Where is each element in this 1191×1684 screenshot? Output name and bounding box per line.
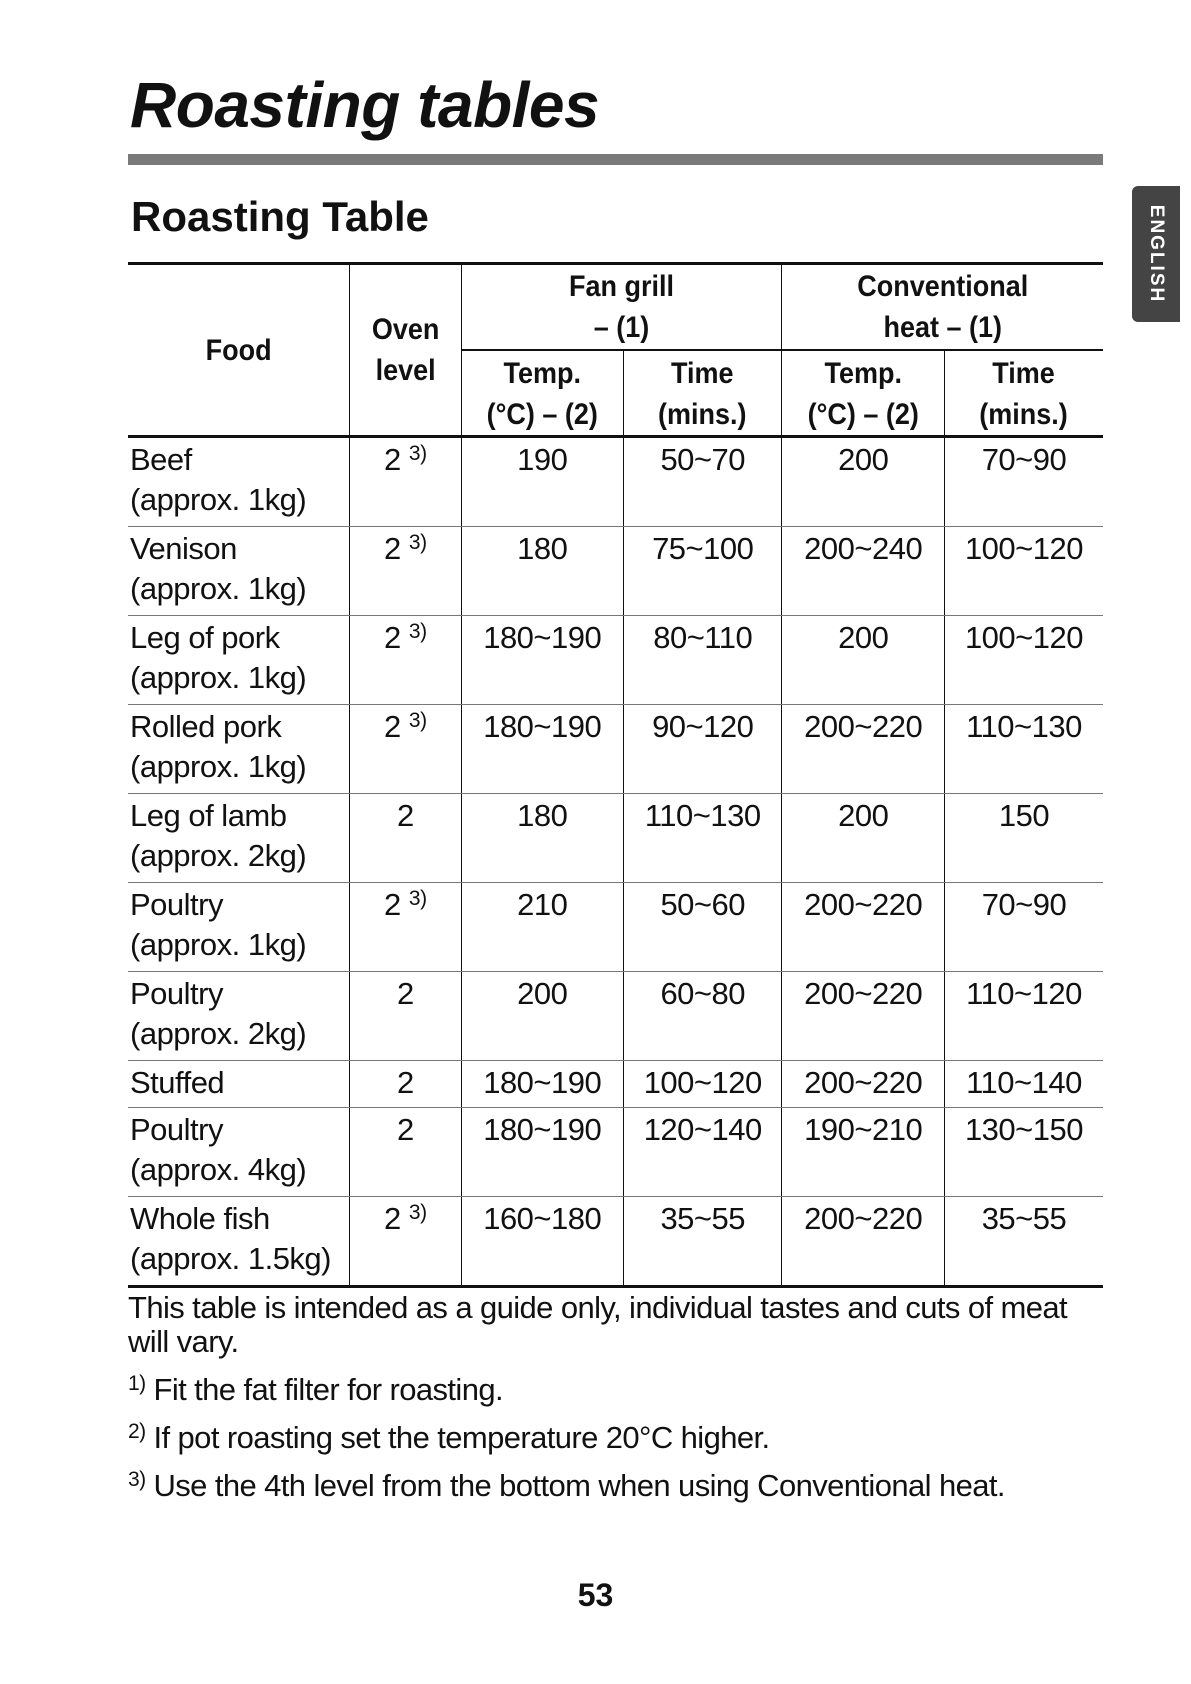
oven-level-value: 2 <box>384 1201 401 1236</box>
oven-level-value: 2 <box>384 442 401 477</box>
section-title: Roasting Table <box>131 193 429 240</box>
oven-level-cell <box>350 1108 461 1197</box>
header-conv-temp: Temp. (°C) – (2) <box>790 350 936 437</box>
title-divider <box>128 154 1103 165</box>
footnote-text: If pot roasting set the temperature 20°C higher. <box>153 1420 770 1455</box>
food-cell <box>128 1108 350 1197</box>
oven-level-cell <box>350 972 461 1061</box>
page-title: Roasting tables <box>130 69 600 141</box>
oven-level-value: 2 <box>396 1065 414 1100</box>
oven-level-cell <box>350 1061 461 1108</box>
food-cell <box>128 1197 350 1287</box>
language-tab-label: ENGLISH <box>1146 204 1168 304</box>
header-fan-grill: Fan grill – (1) <box>477 264 766 351</box>
oven-level-cell <box>350 437 461 527</box>
header-fan-temp: Temp. (°C) – (2) <box>469 350 615 437</box>
fan-time-cell: 120~140 <box>623 1108 781 1197</box>
food-cell <box>128 616 350 705</box>
food-name: Leg of pork <box>130 620 280 655</box>
conv-temp-cell: 190~210 <box>782 1108 944 1197</box>
notes-section <box>128 1291 1108 1517</box>
notes-list <box>128 1373 1108 1503</box>
conv-temp-cell: 200~240 <box>782 527 944 616</box>
table-row <box>128 972 1103 1061</box>
oven-level-value: 2 <box>396 798 414 833</box>
fan-temp-cell: 180~190 <box>461 705 623 794</box>
oven-level-value: 2 <box>384 531 401 566</box>
conv-time-cell: 110~140 <box>944 1061 1103 1108</box>
page-number: 53 <box>577 1577 614 1613</box>
conv-temp-cell: 200 <box>782 616 944 705</box>
food-cell <box>128 705 350 794</box>
table-row <box>128 437 1103 527</box>
header-food: Food <box>139 264 339 437</box>
table-body <box>128 437 1103 1287</box>
footnote-text: Use the 4th level from the bottom when using Conventional heat. <box>153 1468 1005 1503</box>
conv-temp-cell: 200 <box>782 794 944 883</box>
fan-time-cell: 50~70 <box>623 437 781 527</box>
fan-temp-cell: 210 <box>461 883 623 972</box>
oven-level-cell <box>350 1197 461 1287</box>
food-weight: (approx. 1kg) <box>130 749 307 784</box>
food-cell <box>128 972 350 1061</box>
conv-time-cell: 70~90 <box>944 437 1103 527</box>
conv-temp-cell: 200~220 <box>782 883 944 972</box>
oven-level-cell <box>350 616 461 705</box>
conv-temp-cell: 200 <box>782 437 944 527</box>
fan-temp-cell: 200 <box>461 972 623 1061</box>
footnote-marker: 1) <box>128 1372 146 1395</box>
food-weight: (approx. 1kg) <box>130 660 307 695</box>
fan-temp-cell: 180~190 <box>461 616 623 705</box>
food-cell <box>128 883 350 972</box>
fan-temp-cell: 180 <box>461 794 623 883</box>
food-weight: (approx. 2kg) <box>130 1016 307 1051</box>
fan-time-cell: 60~80 <box>623 972 781 1061</box>
table-row <box>128 616 1103 705</box>
table-row <box>128 705 1103 794</box>
fan-temp-cell: 180~190 <box>461 1061 623 1108</box>
oven-level-cell <box>350 794 461 883</box>
fan-time-cell: 80~110 <box>623 616 781 705</box>
conv-time-cell: 110~120 <box>944 972 1103 1061</box>
roasting-table <box>128 262 1103 1288</box>
fan-time-cell: 35~55 <box>623 1197 781 1287</box>
food-weight: (approx. 1.5kg) <box>130 1241 331 1276</box>
conv-temp-cell: 200~220 <box>782 1197 944 1287</box>
conv-time-cell: 35~55 <box>944 1197 1103 1287</box>
conv-time-cell: 110~130 <box>944 705 1103 794</box>
conv-time-cell: 150 <box>944 794 1103 883</box>
food-name: Leg of lamb <box>130 798 287 833</box>
food-cell <box>128 527 350 616</box>
fan-temp-cell: 160~180 <box>461 1197 623 1287</box>
header-conventional-heat: Conventional heat – (1) <box>798 264 1087 351</box>
notes-intro: This table is intended as a guide only, individual tastes and cuts of meat will vary. <box>128 1290 1068 1359</box>
table-row <box>128 1108 1103 1197</box>
footnote-marker: 2) <box>128 1420 146 1443</box>
food-cell <box>128 794 350 883</box>
food-name: Venison <box>130 531 237 566</box>
conv-temp-cell: 200~220 <box>782 705 944 794</box>
oven-level-value: 2 <box>396 976 414 1011</box>
food-name: Poultry <box>130 1112 223 1147</box>
food-name: Rolled pork <box>130 709 282 744</box>
conv-temp-cell: 200~220 <box>782 972 944 1061</box>
conv-temp-cell: 200~220 <box>782 1061 944 1108</box>
fan-temp-cell: 190 <box>461 437 623 527</box>
oven-level-cell <box>350 883 461 972</box>
footnote-marker: 3) <box>128 1468 146 1491</box>
oven-level-cell <box>350 527 461 616</box>
footnote-marker: 3) <box>408 620 427 643</box>
conv-time-cell: 100~120 <box>944 616 1103 705</box>
footnote <box>128 1373 1108 1407</box>
oven-level-value: 2 <box>384 620 401 655</box>
food-name: Stuffed <box>130 1065 225 1100</box>
fan-time-cell: 75~100 <box>623 527 781 616</box>
food-weight: (approx. 1kg) <box>130 571 307 606</box>
table-row <box>128 794 1103 883</box>
oven-level-value: 2 <box>396 1112 414 1147</box>
oven-level-value: 2 <box>384 887 401 922</box>
conv-time-cell: 70~90 <box>944 883 1103 972</box>
fan-time-cell: 90~120 <box>623 705 781 794</box>
oven-level-value: 2 <box>384 709 401 744</box>
table-row <box>128 1061 1103 1108</box>
roasting-table-container <box>128 262 1103 1288</box>
footnote-marker: 3) <box>408 531 427 554</box>
table-row <box>128 527 1103 616</box>
oven-level-cell <box>350 705 461 794</box>
food-name: Poultry <box>130 887 223 922</box>
fan-temp-cell: 180 <box>461 527 623 616</box>
footnote-text: Fit the fat filter for roasting. <box>153 1372 504 1407</box>
food-name: Whole fish <box>130 1201 270 1236</box>
fan-time-cell: 110~130 <box>623 794 781 883</box>
table-row <box>128 883 1103 972</box>
footnote <box>128 1469 1108 1503</box>
food-name: Poultry <box>130 976 223 1011</box>
food-weight: (approx. 4kg) <box>130 1152 307 1187</box>
fan-time-cell: 100~120 <box>623 1061 781 1108</box>
language-tab <box>1132 186 1180 322</box>
footnote-marker: 3) <box>408 709 427 732</box>
fan-temp-cell: 180~190 <box>461 1108 623 1197</box>
food-weight: (approx. 2kg) <box>130 838 307 873</box>
food-name: Beef <box>130 442 192 477</box>
conv-time-cell: 100~120 <box>944 527 1103 616</box>
footnote-marker: 3) <box>408 442 427 465</box>
footnote-marker: 3) <box>408 887 427 910</box>
conv-time-cell: 130~150 <box>944 1108 1103 1197</box>
food-cell <box>128 437 350 527</box>
table-row <box>128 1197 1103 1287</box>
food-weight: (approx. 1kg) <box>130 482 307 517</box>
header-oven-level: Oven level <box>355 264 455 437</box>
header-fan-time: Time (mins.) <box>631 350 774 437</box>
header-conv-time: Time (mins.) <box>952 350 1095 437</box>
fan-time-cell: 50~60 <box>623 883 781 972</box>
footnote-marker: 3) <box>408 1201 427 1224</box>
food-cell <box>128 1061 350 1108</box>
food-weight: (approx. 1kg) <box>130 927 307 962</box>
footnote <box>128 1421 1108 1455</box>
